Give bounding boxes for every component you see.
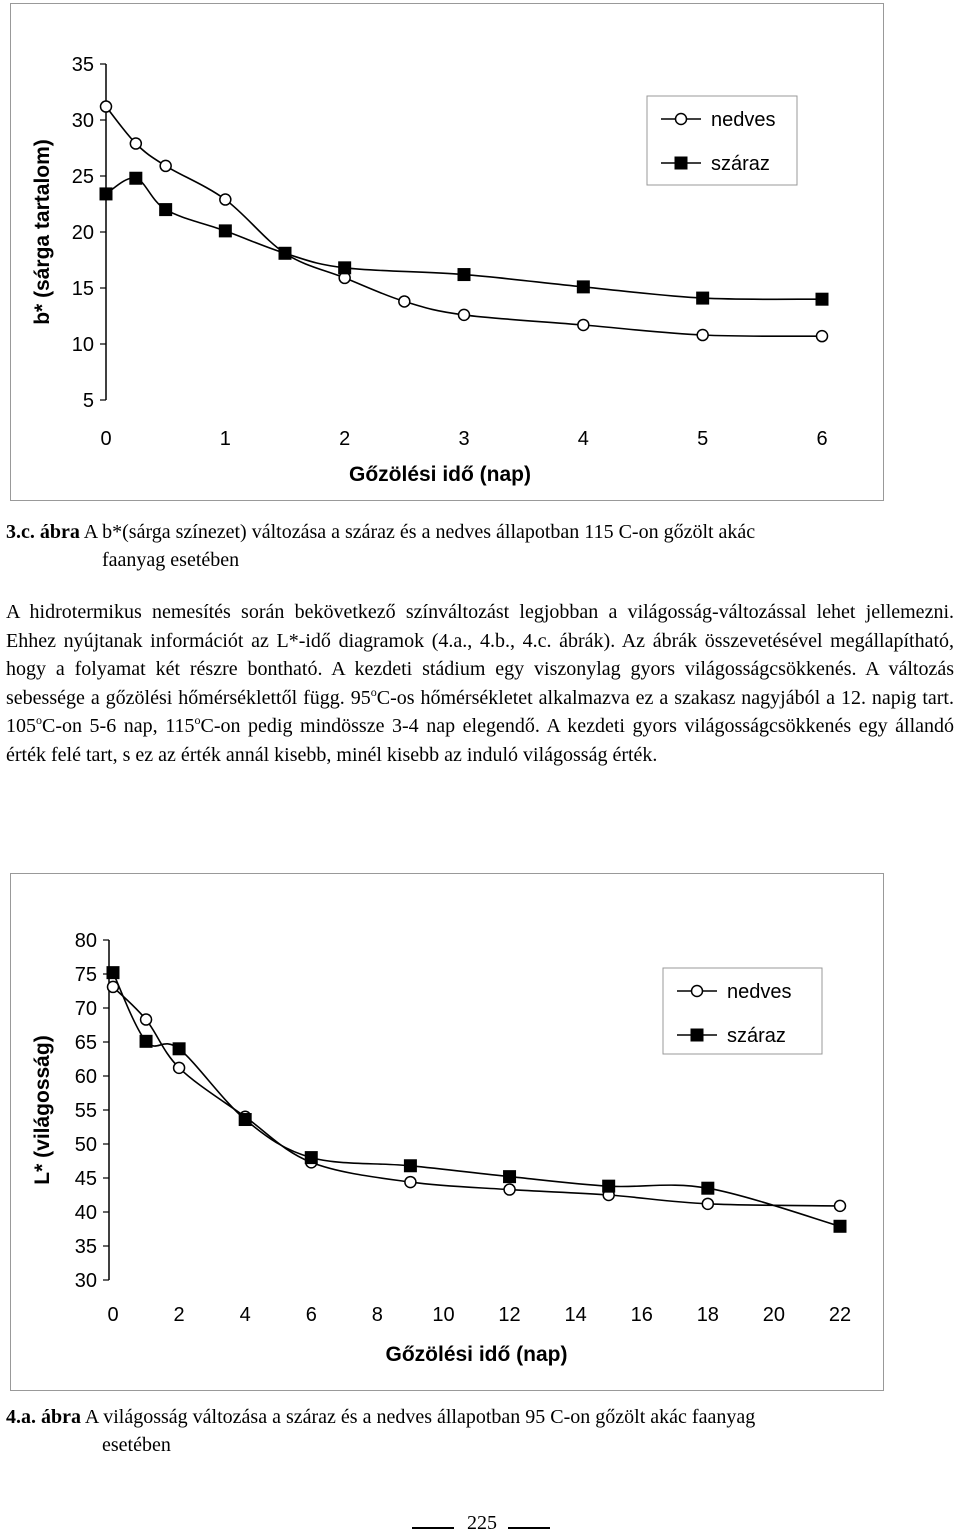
degree-superscript: o: [194, 713, 201, 727]
page-number: 225: [467, 1512, 497, 1534]
data-point-szaraz: [107, 966, 120, 979]
data-point-szaraz: [602, 1180, 615, 1193]
chart-b-star: [11, 4, 883, 500]
x-tick-label: 20: [762, 1304, 786, 1326]
y-axis-title: L* (világosság): [31, 1035, 54, 1185]
data-point-szaraz: [140, 1035, 153, 1048]
figure-4a-caption-continuation: esetében: [102, 1434, 171, 1456]
x-axis-title: Gőzölési idő (nap): [349, 463, 531, 486]
x-tick-label: 0: [107, 1304, 119, 1326]
page-footer: [0, 1510, 960, 1540]
body-text-part-3: C-on 5-6 nap, 115: [42, 715, 195, 737]
y-axis-title: b* (sárga tartalom): [31, 139, 54, 325]
x-tick-label: 6: [816, 428, 828, 450]
y-tick-label: 10: [71, 334, 94, 356]
data-point-szaraz: [305, 1151, 318, 1164]
data-point-szaraz: [219, 224, 232, 237]
figure-4a-caption-label: 4.a. ábra: [6, 1406, 81, 1428]
data-point-szaraz: [696, 292, 709, 305]
legend-label: száraz: [711, 153, 770, 175]
x-tick-label: 10: [432, 1304, 455, 1326]
data-point-szaraz: [701, 1182, 714, 1195]
y-tick-label: 15: [71, 278, 94, 300]
data-point-szaraz: [279, 247, 292, 260]
data-point-szaraz: [404, 1159, 417, 1172]
data-point-szaraz: [691, 1029, 704, 1042]
data-point-nedves: [504, 1184, 515, 1195]
x-tick-label: 2: [339, 428, 351, 450]
data-point-szaraz: [675, 157, 688, 170]
x-tick-label: 12: [498, 1304, 521, 1326]
x-tick-label: 3: [458, 428, 470, 450]
figure-3c-caption-text: A b*(sárga színezet) változása a száraz és a nedves állapotban 115 C-on gőzölt akác: [83, 521, 756, 543]
data-point-szaraz: [173, 1042, 186, 1055]
data-point-nedves: [817, 331, 828, 342]
data-point-nedves: [459, 309, 470, 320]
figure-3c-caption: [6, 518, 956, 574]
data-point-nedves: [130, 138, 141, 149]
y-tick-label: 35: [74, 1236, 97, 1258]
data-point-szaraz: [577, 280, 590, 293]
data-point-nedves: [702, 1198, 713, 1209]
x-tick-label: 0: [100, 428, 112, 450]
y-tick-label: 55: [74, 1100, 97, 1122]
page-number-dash-right: [508, 1527, 550, 1529]
body-text-part-2: C-os hőmérsékletet alkalmazva ez a szakasz nagyjából a 12. napig tart. 105: [6, 686, 954, 737]
y-tick-label: 35: [71, 54, 94, 76]
data-point-nedves: [578, 319, 589, 330]
body-text-part-4: C-on pedig mindössze 3-4 nap elegendő. A kezdeti gyors világosságcsökkenés egy állandó érték felé tart, s ez az érték annál kisebb, minél kisebb az induló világosság érték.: [6, 715, 955, 766]
legend-label: nedves: [727, 981, 792, 1003]
x-tick-label: 14: [564, 1304, 587, 1326]
y-tick-label: 60: [74, 1066, 97, 1088]
y-tick-label: 70: [74, 998, 97, 1020]
figure-3c-caption-continuation: faanyag esetében: [102, 549, 240, 571]
x-tick-label: 5: [697, 428, 709, 450]
y-tick-label: 50: [74, 1134, 97, 1156]
data-point-nedves: [220, 194, 231, 205]
y-tick-label: 5: [82, 390, 94, 412]
data-point-szaraz: [100, 187, 113, 200]
data-point-nedves: [160, 160, 171, 171]
figure-3c-caption-label: 3.c. ábra: [6, 521, 80, 543]
data-point-nedves: [835, 1200, 846, 1211]
legend-label: száraz: [727, 1025, 786, 1047]
data-point-szaraz: [503, 1170, 516, 1183]
data-point-nedves: [174, 1062, 185, 1073]
y-tick-label: 75: [74, 964, 97, 986]
degree-superscript: o: [36, 713, 42, 727]
data-point-szaraz: [458, 268, 471, 281]
x-tick-label: 1: [219, 428, 231, 450]
y-tick-label: 25: [71, 166, 94, 188]
y-tick-label: 80: [74, 930, 97, 952]
x-tick-label: 2: [173, 1304, 185, 1326]
chart-l-star: [11, 874, 883, 1390]
figure-3c-chart: [10, 3, 884, 501]
data-point-nedves: [141, 1014, 152, 1025]
series-line-szaraz: [106, 178, 822, 299]
y-tick-label: 20: [71, 222, 94, 244]
data-point-nedves: [108, 981, 119, 992]
data-point-nedves: [405, 1177, 416, 1188]
body-text-part-1: A hidrotermikus nemesítés során bekövetkező színváltozást legjobban a világosság-változással lehet jellemezni. Ehhez nyújtanak információt az L*-idő diagramok (4.a., 4.b., 4.c. ábrák). Az ábrák összevetésével megállapítható, hogy a folyamat két részre bontható. A kezdeti stádium egy viszonylag gyors világosságcsökkenés. A változás sebessége a gőzölési hőmérséklettől függ. 95: [6, 601, 954, 709]
body-paragraph: [6, 598, 954, 769]
y-tick-label: 40: [74, 1202, 97, 1224]
x-tick-label: 6: [305, 1304, 317, 1326]
data-point-szaraz: [239, 1113, 252, 1126]
x-tick-label: 18: [696, 1304, 719, 1326]
data-point-szaraz: [834, 1220, 847, 1233]
data-point-szaraz: [129, 172, 142, 185]
figure-4a-caption: [6, 1403, 956, 1459]
data-point-nedves: [399, 296, 410, 307]
data-point-nedves: [692, 986, 703, 997]
y-tick-label: 30: [74, 1270, 97, 1292]
data-point-nedves: [101, 101, 112, 112]
legend-label: nedves: [711, 109, 776, 131]
degree-superscript: o: [370, 684, 377, 699]
x-tick-label: 8: [371, 1304, 383, 1326]
data-point-nedves: [697, 330, 708, 341]
figure-4a-chart: [10, 873, 884, 1391]
data-point-szaraz: [816, 293, 829, 306]
data-point-szaraz: [338, 261, 351, 274]
x-tick-label: 16: [630, 1304, 653, 1326]
y-tick-label: 45: [74, 1168, 97, 1190]
x-tick-label: 22: [828, 1304, 852, 1326]
data-point-szaraz: [159, 203, 172, 216]
y-tick-label: 30: [71, 110, 94, 132]
y-tick-label: 65: [74, 1032, 97, 1054]
x-tick-label: 4: [577, 428, 589, 450]
x-axis-title: Gőzölési idő (nap): [385, 1343, 568, 1366]
x-tick-label: 4: [239, 1304, 251, 1326]
data-point-nedves: [676, 114, 687, 125]
figure-4a-caption-text: A világosság változása a száraz és a nedves állapotban 95 C-on gőzölt akác faanyag: [84, 1406, 756, 1428]
page-number-dash-left: [412, 1527, 454, 1529]
